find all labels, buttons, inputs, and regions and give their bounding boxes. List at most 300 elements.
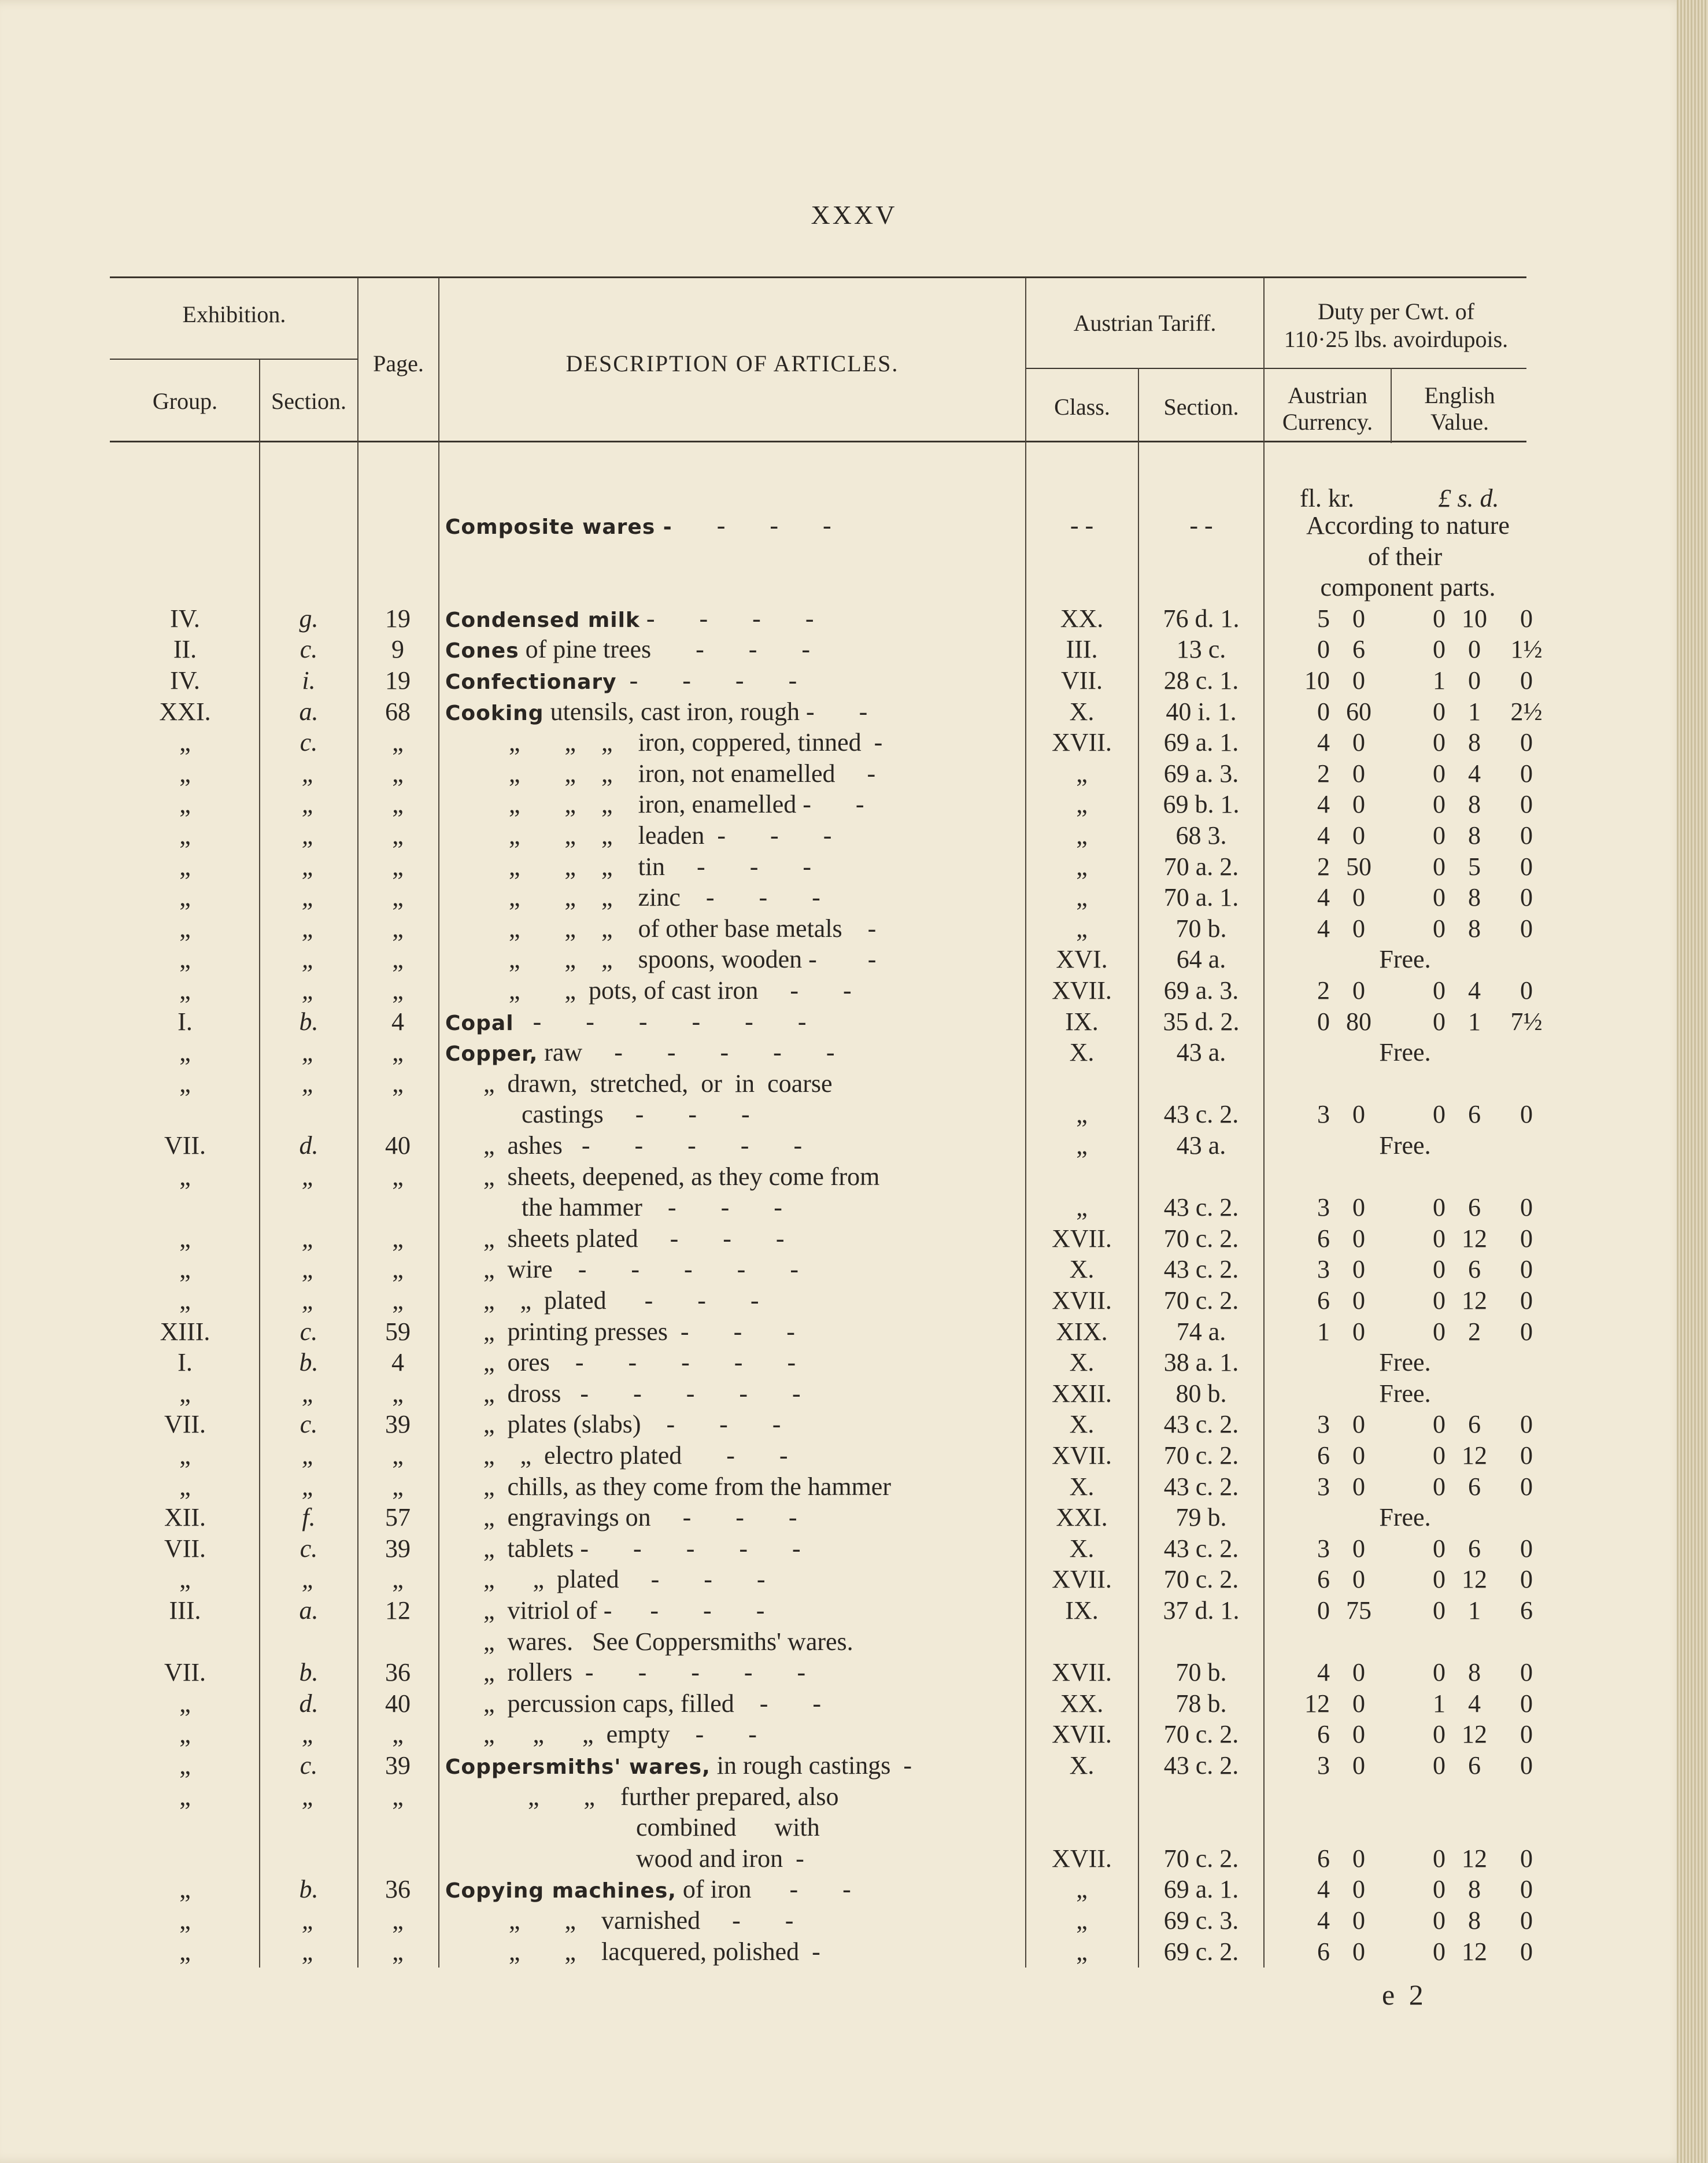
florin-cell: 4 [1317, 1875, 1330, 1904]
article-text: „ ores - - - - - [445, 1348, 796, 1377]
pound-cell: 0 [1433, 883, 1445, 912]
shilling-cell: 1 [1468, 1007, 1481, 1036]
table-row [0, 1440, 1708, 1471]
shilling-cell: 1 [1468, 697, 1481, 726]
group-cell: VII. [164, 1534, 206, 1563]
shilling-cell: 0 [1468, 635, 1481, 664]
pence-cell: 0 [1520, 976, 1533, 1005]
florin-cell: 6 [1317, 1441, 1330, 1470]
class-cell: „ [1076, 914, 1088, 943]
page-cell: 19 [385, 666, 411, 695]
article-text: castings - - - [445, 1100, 750, 1129]
page-cell: „ [392, 883, 404, 912]
pound-cell: 0 [1433, 1193, 1445, 1222]
shilling-cell: 12 [1462, 1286, 1487, 1315]
article-text: „ „ pots, of cast iron - - [445, 976, 852, 1005]
description-cell [445, 727, 1023, 760]
kreuzer-cell: 0 [1352, 728, 1365, 757]
page-cell: „ [392, 821, 404, 850]
description-cell [445, 1688, 1023, 1721]
florin-cell: 3 [1317, 1410, 1330, 1439]
shilling-cell: 6 [1468, 1751, 1481, 1780]
table-row [0, 975, 1708, 1006]
section-cell: i. [302, 666, 316, 695]
description-cell [445, 1378, 1023, 1411]
header-exhibition: Exhibition. [182, 301, 286, 327]
pound-cell: 0 [1433, 1534, 1445, 1563]
tariff-section-cell: 40 i. 1. [1166, 697, 1237, 726]
table-row [0, 1719, 1708, 1750]
article-text: „ printing presses - - - [445, 1317, 795, 1346]
class-cell: XVII. [1052, 1565, 1112, 1594]
description-cell [445, 1533, 1023, 1566]
pence-cell: 0 [1520, 1441, 1533, 1470]
kreuzer-cell: 0 [1352, 1472, 1365, 1501]
pence-cell: 0 [1520, 1565, 1533, 1594]
pence-cell: 0 [1520, 1689, 1533, 1718]
section-cell: c. [300, 1751, 318, 1780]
exhibition-sub-rule [110, 359, 358, 360]
class-cell: IX. [1065, 1007, 1099, 1036]
pence-cell: 0 [1520, 1875, 1533, 1904]
tariff-section-cell: 43 c. 2. [1163, 1410, 1239, 1439]
table-row [0, 944, 1708, 975]
florin-cell: 4 [1317, 728, 1330, 757]
page-cell: „ [392, 1069, 404, 1098]
group-cell: „ [179, 976, 191, 1005]
florin-cell: 2 [1317, 759, 1330, 788]
shilling-cell: 6 [1468, 1255, 1481, 1284]
florin-cell: 3 [1317, 1534, 1330, 1563]
kreuzer-cell: 0 [1352, 1875, 1365, 1904]
page-cell: 59 [385, 1317, 411, 1346]
pence-cell: 0 [1520, 1286, 1533, 1315]
article-text: „ „ plated - - - [445, 1565, 766, 1594]
section-cell: b. [299, 1348, 319, 1377]
table-row [0, 696, 1708, 728]
article-text: „ dross - - - - - [445, 1379, 801, 1408]
article-text: the hammer - - - [445, 1193, 782, 1222]
kreuzer-cell: 0 [1352, 1100, 1365, 1129]
table-row [0, 1068, 1708, 1099]
table-row [0, 1936, 1708, 1968]
description-cell [445, 975, 1023, 1008]
kreuzer-cell: 0 [1352, 1255, 1365, 1284]
page-cell: „ [392, 1255, 404, 1284]
article-text: „ chills, as they come from the hammer [445, 1472, 891, 1501]
section-cell: c. [300, 728, 318, 757]
table-row [0, 1688, 1708, 1719]
florin-cell: 4 [1317, 1906, 1330, 1935]
article-heading: Cones [445, 639, 519, 663]
pence-cell: 2½ [1510, 697, 1543, 726]
duty-sub-rule [1263, 368, 1526, 369]
shilling-cell: 2 [1468, 1317, 1481, 1346]
section-cell: f. [302, 1503, 316, 1532]
table-row [0, 913, 1708, 944]
pence-cell: 0 [1520, 604, 1533, 633]
article-text: „ „ „ iron, not enamelled - [445, 759, 876, 788]
group-cell: „ [179, 1875, 191, 1904]
group-cell: „ [179, 883, 191, 912]
class-cell: XX. [1060, 604, 1104, 633]
pence-cell: 0 [1520, 1534, 1533, 1563]
article-text: „ vitriol of - - - - [445, 1596, 765, 1625]
shilling-cell: 12 [1462, 1937, 1487, 1966]
pound-cell: 0 [1433, 1224, 1445, 1253]
section-cell: a. [299, 1596, 319, 1625]
group-cell: III. [169, 1596, 201, 1625]
class-cell: XIX. [1056, 1317, 1108, 1346]
pence-cell: 0 [1520, 1658, 1533, 1687]
table-row [0, 1905, 1708, 1936]
pound-cell: 0 [1433, 1441, 1445, 1470]
section-cell: „ [301, 1720, 316, 1749]
header-duty: Duty per Cwt. of [1317, 298, 1475, 324]
tariff-section-cell: 70 a. 2. [1163, 852, 1239, 881]
section-cell: „ [301, 1906, 316, 1935]
article-heading: Composite wares - [445, 515, 672, 539]
section-cell: „ [301, 1379, 316, 1408]
class-cell: XVII. [1052, 976, 1112, 1005]
header-english-value: English [1424, 382, 1495, 408]
kreuzer-cell: 6 [1352, 635, 1365, 664]
class-cell: X. [1069, 1255, 1095, 1284]
kreuzer-cell: 0 [1352, 1906, 1365, 1935]
article-text: „ „ „ spoons, wooden - - [445, 945, 877, 974]
description-cell [445, 1223, 1023, 1256]
table-row [0, 1347, 1708, 1378]
section-cell: „ [301, 1162, 316, 1191]
tariff-section-cell: 70 c. 2. [1163, 1286, 1239, 1315]
section-cell: „ [301, 1286, 316, 1315]
description-cell [445, 1409, 1023, 1442]
section-cell: c. [300, 1410, 318, 1439]
shilling-cell: 12 [1462, 1565, 1487, 1594]
tariff-section-cell: 70 c. 2. [1163, 1844, 1239, 1873]
section-cell: „ [301, 883, 316, 912]
description-cell [445, 1874, 1023, 1907]
tariff-section-cell: 43 c. 2. [1163, 1472, 1239, 1501]
page-header: XXXV [811, 200, 897, 230]
article-text: utensils, cast iron, rough - - [544, 697, 868, 726]
florin-cell: 6 [1317, 1937, 1330, 1966]
page-cell: 12 [385, 1596, 411, 1625]
page-cell: „ [392, 728, 404, 757]
group-cell: „ [179, 1689, 191, 1718]
page-cell: „ [392, 1286, 404, 1315]
article-text: „ „ „ of other base metals - [445, 914, 877, 943]
page-cell: „ [392, 1038, 404, 1067]
page-cell: 40 [385, 1689, 411, 1718]
table-row [0, 510, 1708, 541]
section-cell: „ [301, 1565, 316, 1594]
description-cell [445, 944, 1023, 977]
class-cell: XVII. [1052, 1441, 1112, 1470]
class-cell: III. [1066, 635, 1098, 664]
tariff-section-cell: 69 b. 1. [1163, 790, 1240, 819]
kreuzer-cell: 0 [1352, 1751, 1365, 1780]
florin-cell: 0 [1317, 635, 1330, 664]
class-cell: XVI. [1056, 945, 1108, 974]
class-cell: X. [1069, 1410, 1095, 1439]
shilling-cell: 8 [1468, 1906, 1481, 1935]
page-cell: 36 [385, 1658, 411, 1687]
tariff-section-cell: 43 c. 2. [1163, 1193, 1239, 1222]
pence-cell: 0 [1520, 759, 1533, 788]
kreuzer-cell: 0 [1352, 1658, 1365, 1687]
kreuzer-cell: 0 [1352, 1937, 1365, 1966]
description-cell [445, 1564, 1023, 1597]
description-cell [445, 1719, 1023, 1752]
tariff-section-cell: 43 a. [1176, 1131, 1226, 1160]
pence-cell: 0 [1520, 1751, 1533, 1780]
section-cell: g. [299, 604, 319, 633]
kreuzer-cell: 0 [1352, 1193, 1365, 1222]
table-row [0, 1843, 1708, 1874]
page-cell: 4 [391, 1348, 404, 1377]
group-cell: „ [179, 1751, 191, 1780]
article-heading: Copying machines, [445, 1879, 676, 1903]
description-cell [445, 1905, 1023, 1938]
florin-cell: 0 [1317, 697, 1330, 726]
pound-cell: 0 [1433, 852, 1445, 881]
description-cell [445, 1037, 1023, 1070]
page-cell: 9 [391, 635, 404, 664]
shilling-cell: 8 [1468, 821, 1481, 850]
page-cell: 39 [385, 1410, 411, 1439]
header-bottom-rule [110, 441, 1526, 442]
table-row [0, 541, 1708, 573]
description-cell [445, 1595, 1023, 1628]
kreuzer-cell: 0 [1352, 1410, 1365, 1439]
page-cell: 36 [385, 1875, 411, 1904]
group-cell: „ [179, 1038, 191, 1067]
pence-cell: 0 [1520, 852, 1533, 881]
shilling-cell: 4 [1468, 1689, 1481, 1718]
article-text: „ „ „ empty - - [445, 1720, 757, 1749]
group-cell: „ [179, 1379, 191, 1408]
table-row [0, 1254, 1708, 1285]
article-text: „ ashes - - - - - [445, 1131, 803, 1160]
group-cell: „ [179, 728, 191, 757]
pound-cell: 0 [1433, 759, 1445, 788]
table-row [0, 851, 1708, 883]
class-cell: „ [1076, 1100, 1088, 1129]
article-text: - - - - [639, 604, 814, 633]
tariff-section-cell: 43 c. 2. [1163, 1534, 1239, 1563]
kreuzer-cell: 60 [1346, 697, 1371, 726]
description-cell [445, 665, 1023, 698]
section-cell: „ [301, 1224, 316, 1253]
group-cell: „ [179, 1286, 191, 1315]
group-cell: „ [179, 1906, 191, 1935]
group-cell: „ [179, 1565, 191, 1594]
pound-cell: 0 [1433, 635, 1445, 664]
section-cell: b. [299, 1658, 319, 1687]
shilling-cell: 6 [1468, 1534, 1481, 1563]
florin-cell: 4 [1317, 1658, 1330, 1687]
table-row [0, 1533, 1708, 1564]
group-cell: IV. [170, 666, 200, 695]
pence-cell: 6 [1520, 1596, 1533, 1625]
tariff-section-cell: 69 c. 3. [1163, 1906, 1239, 1935]
duty-note: According to nature [1306, 511, 1510, 540]
group-cell: „ [179, 1720, 191, 1749]
class-cell: XXI. [1056, 1503, 1108, 1532]
kreuzer-cell: 0 [1352, 666, 1365, 695]
article-heading: Condensed milk [445, 608, 640, 632]
article-text: - - - [672, 511, 831, 540]
class-cell: XXII. [1052, 1379, 1112, 1408]
tariff-section-cell: 35 d. 2. [1163, 1007, 1240, 1036]
article-heading: Coppersmiths' wares, [445, 1755, 711, 1779]
table-row [0, 572, 1708, 603]
pound-cell: 0 [1433, 1658, 1445, 1687]
pound-cell: 0 [1433, 1720, 1445, 1749]
description-cell [445, 1006, 1023, 1039]
page-cell: 19 [385, 604, 411, 633]
pence-cell: 0 [1520, 728, 1533, 757]
section-cell: b. [299, 1875, 319, 1904]
pound-cell: 0 [1433, 1410, 1445, 1439]
header-class: Class. [1054, 394, 1110, 420]
shilling-cell: 8 [1468, 728, 1481, 757]
tariff-section-cell: 68 3. [1175, 821, 1227, 850]
section-cell: „ [301, 1255, 316, 1284]
description-cell [445, 1657, 1023, 1690]
pence-cell: 0 [1520, 914, 1533, 943]
tariff-section-cell: 74 a. [1176, 1317, 1226, 1346]
class-cell: XVII. [1052, 1658, 1112, 1687]
article-text: in rough castings - [710, 1751, 912, 1780]
tariff-section-cell: 78 b. [1175, 1689, 1227, 1718]
section-cell: d. [299, 1131, 319, 1160]
header-page: Page. [373, 350, 424, 377]
header-tariff-section: Section. [1163, 394, 1239, 420]
description-cell [445, 1285, 1023, 1318]
class-cell: X. [1069, 1751, 1095, 1780]
header-english-value-2: Value. [1430, 409, 1489, 435]
class-cell: XX. [1060, 1689, 1104, 1718]
article-text: „ „ „ iron, coppered, tinned - [445, 728, 883, 757]
description-cell [445, 1161, 1023, 1194]
table-row [0, 1409, 1708, 1440]
pound-cell: 0 [1433, 604, 1445, 633]
shilling-cell: 12 [1462, 1224, 1487, 1253]
shilling-cell: 6 [1468, 1100, 1481, 1129]
pound-cell: 0 [1433, 1472, 1445, 1501]
kreuzer-cell: 0 [1352, 790, 1365, 819]
article-text: „ rollers - - - - - [445, 1658, 806, 1687]
pound-cell: 0 [1433, 728, 1445, 757]
duty-note: of their [1367, 542, 1443, 571]
table-row [0, 882, 1708, 913]
description-cell [445, 1099, 1023, 1132]
page-cell: „ [392, 945, 404, 974]
group-cell: XXI. [159, 697, 211, 726]
duty-note: Free. [1379, 1503, 1431, 1532]
group-cell: „ [179, 914, 191, 943]
table-row [0, 1037, 1708, 1068]
article-heading: Confectionary [445, 670, 617, 694]
pound-cell: 0 [1433, 1937, 1445, 1966]
page-cell: „ [392, 1937, 404, 1966]
section-cell: „ [301, 821, 316, 850]
article-text: „ wire - - - - - [445, 1255, 798, 1284]
header-austrian-currency: Austrian [1288, 382, 1367, 408]
tariff-section-cell: 37 d. 1. [1163, 1596, 1240, 1625]
tariff-section-cell: 76 d. 1. [1163, 604, 1240, 633]
tariff-section-cell: 70 a. 1. [1163, 883, 1239, 912]
article-text: wood and iron - [445, 1844, 804, 1873]
table-row [0, 1812, 1708, 1843]
tariff-section-cell: 70 c. 2. [1163, 1441, 1239, 1470]
pound-cell: 0 [1433, 1875, 1445, 1904]
pence-cell: 1½ [1510, 635, 1543, 664]
class-cell: „ [1076, 1193, 1088, 1222]
header-group: Group. [152, 388, 218, 414]
pound-cell: 0 [1433, 976, 1445, 1005]
page-cell: 39 [385, 1534, 411, 1563]
tariff-section-cell: 70 b. [1175, 914, 1227, 943]
section-cell: „ [301, 1038, 316, 1067]
tariff-section-cell: 70 c. 2. [1163, 1224, 1239, 1253]
pound-cell: 0 [1433, 1286, 1445, 1315]
description-cell [445, 1192, 1023, 1225]
shilling-cell: 4 [1468, 976, 1481, 1005]
table-row [0, 1626, 1708, 1658]
section-cell: a. [299, 697, 319, 726]
section-cell: „ [301, 759, 316, 788]
pound-cell: 1 [1433, 1689, 1445, 1718]
florin-cell: 6 [1317, 1565, 1330, 1594]
shilling-cell: 1 [1468, 1596, 1481, 1625]
kreuzer-cell: 0 [1352, 883, 1365, 912]
class-cell: VII. [1060, 666, 1103, 695]
description-cell [445, 882, 1023, 915]
pound-cell: 0 [1433, 1751, 1445, 1780]
florin-cell: 4 [1317, 883, 1330, 912]
page-cell: „ [392, 914, 404, 943]
table-row [0, 1657, 1708, 1688]
group-cell: VII. [164, 1410, 206, 1439]
table-row [0, 1502, 1708, 1533]
description-cell [445, 789, 1023, 822]
section-cell: „ [301, 790, 316, 819]
group-cell: XIII. [160, 1317, 210, 1346]
table-row [0, 1378, 1708, 1409]
description-cell [445, 1254, 1023, 1287]
table-row [0, 1130, 1708, 1161]
table-row [0, 1471, 1708, 1503]
class-cell: „ [1076, 759, 1088, 788]
header-austrian-currency-2: Currency. [1282, 409, 1373, 435]
class-cell: „ [1076, 790, 1088, 819]
class-cell: „ [1076, 852, 1088, 881]
description-cell [445, 1316, 1023, 1349]
pound-cell: 0 [1433, 1317, 1445, 1346]
kreuzer-cell: 80 [1346, 1007, 1371, 1036]
tariff-section-cell: 70 c. 2. [1163, 1565, 1239, 1594]
description-cell [445, 510, 1023, 543]
section-cell: „ [301, 1441, 316, 1470]
article-text: „ sheets plated - - - [445, 1224, 785, 1253]
pound-cell: 0 [1433, 1844, 1445, 1873]
pence-cell: 0 [1520, 1100, 1533, 1129]
duty-note: Free. [1379, 945, 1431, 974]
page-cell: „ [392, 1379, 404, 1408]
